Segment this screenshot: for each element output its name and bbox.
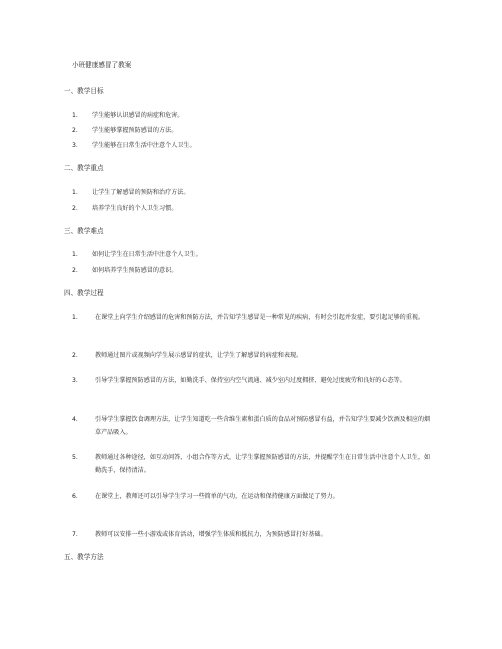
item-number: 3.: [72, 377, 78, 384]
item-number: 3.: [72, 142, 78, 149]
item-text: 在课堂上向学生介绍感冒的危害和预防方法，并告知学生感冒是一种常见的疾病，有时会引起并发症，要引起足够的重视。: [95, 313, 425, 321]
section-heading-methods: 五、教学方法: [64, 553, 104, 561]
item-number: 4.: [72, 416, 78, 423]
item-number: 2.: [72, 267, 78, 274]
item-text: 在课堂上，教师还可以引导学生学习一些简单的气功，在运动和保持健康方面做足了努力。: [95, 492, 339, 500]
item-number: 7.: [72, 531, 78, 538]
item-text: 让学生了解感冒的预防和治疗方法。: [92, 188, 190, 196]
item-number: 1.: [72, 112, 78, 119]
item-text: 学生能够掌握预防感冒的方法。: [92, 126, 178, 134]
item-number: 1.: [72, 251, 78, 258]
item-text: 教师通过图片或视频向学生展示感冒的症状，让学生了解感冒的病症和表现。: [95, 351, 303, 359]
item-number: 5.: [72, 454, 78, 461]
item-number: 1.: [72, 314, 78, 321]
item-text: 学生能够认识感冒的病症和危害。: [92, 111, 184, 119]
item-text: 学生能够在日常生活中注意个人卫生。: [92, 141, 196, 149]
item-number: 6.: [72, 493, 78, 500]
item-text: 培养学生良好的个人卫生习惯。: [92, 204, 178, 212]
item-text: 如何让学生在日常生活中注意个人卫生。: [92, 250, 202, 258]
item-number: 2.: [72, 127, 78, 134]
item-text: 教师可以安排一些小游戏或体育活动，增强学生体质和抵抗力，为预防感冒打好基础。: [95, 530, 327, 538]
section-heading-process: 四、教学过程: [64, 289, 104, 297]
section-heading-key-points: 二、教学重点: [64, 164, 104, 172]
item-text: 教师通过各种途径，如互动问答、小组合作等方式，让学生掌握预防感冒的方法，并提醒学生在日常生活中注意个人卫生，如勤洗手，保持清洁。: [95, 453, 431, 475]
item-number: 2.: [72, 205, 78, 212]
item-number: 1.: [72, 189, 78, 196]
item-number: 2.: [72, 352, 78, 359]
document-title: 小班健康感冒了教案: [72, 61, 132, 69]
section-heading-objectives: 一、教学目标: [64, 87, 104, 95]
section-heading-difficulties: 三、教学难点: [64, 227, 104, 235]
item-text: 引导学生掌握预防感冒的方法，如勤洗手、保持室内空气流通、减少室内过度拥挤、避免过度疲劳和良好的心态等。: [95, 376, 406, 384]
item-text: 引导学生掌握饮食调理方法，让学生知道吃一些含维生素和蛋白质的食品对预防感冒有益，并告知学生要减少饮酒及相应的烟草产品吸入。: [95, 415, 431, 437]
item-text: 如何培养学生预防感冒的意识。: [92, 266, 178, 274]
